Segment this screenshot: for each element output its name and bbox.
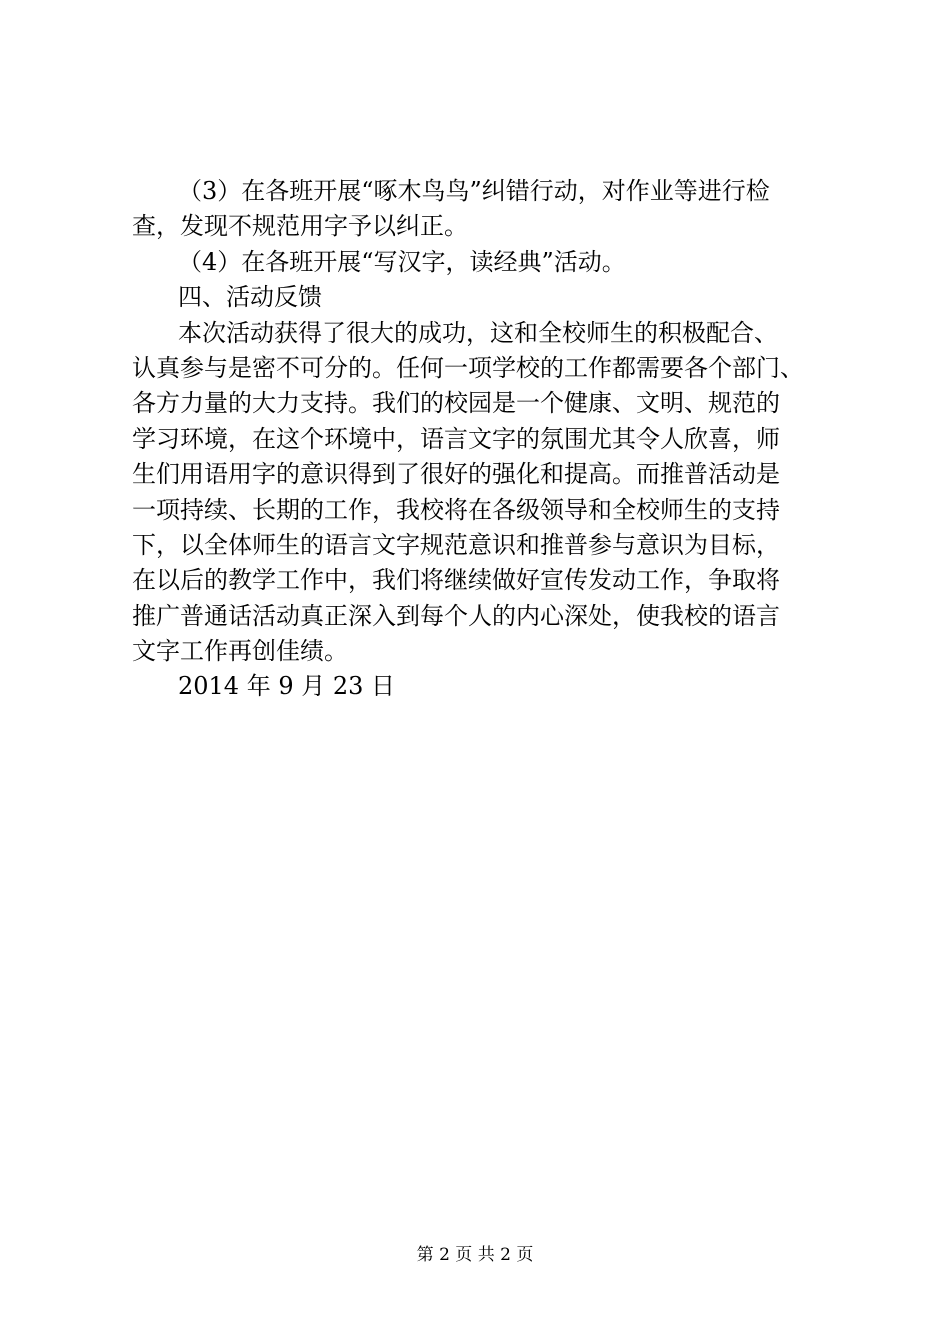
list-item-4: （4）在各班开展“写汉字，读经典”活动。 — [178, 247, 626, 276]
paragraph-line: 学习环境，在这个环境中，语言文字的氛围尤其令人欣喜，师 — [132, 424, 780, 453]
paragraph-line: 认真参与是密不可分的。任何一项学校的工作都需要各个部门、 — [132, 353, 804, 382]
list-item-3-continued: 查，发现不规范用字予以纠正。 — [132, 212, 468, 241]
paragraph-line: 一项持续、长期的工作，我校将在各级领导和全校师生的支持 — [132, 495, 780, 524]
list-item-3: （3）在各班开展“啄木鸟鸟”纠错行动，对作业等进行检 — [178, 177, 770, 205]
paragraph-line: 本次活动获得了很大的成功，这和全校师生的积极配合、 — [178, 318, 778, 347]
paragraph-line: 推广普通话活动真正深入到每个人的内心深处，使我校的语言 — [132, 601, 780, 630]
paragraph-line: 在以后的教学工作中，我们将继续做好宣传发动工作，争取将 — [132, 566, 780, 595]
document-body — [132, 174, 832, 705]
page-number-footer: 第 2 页 共 2 页 — [416, 1245, 534, 1265]
paragraph-line: 各方力量的大力支持。我们的校园是一个健康、文明、规范的 — [132, 389, 780, 418]
paragraph-line: 文字工作再创佳绩。 — [132, 637, 348, 666]
document-date: 2014 年 9 月 23 日 — [178, 672, 396, 701]
section-heading-feedback: 四、活动反馈 — [178, 283, 322, 312]
paragraph-line: 下，以全体师生的语言文字规范意识和推普参与意识为目标， — [132, 530, 780, 559]
paragraph-line: 生们用语用字的意识得到了很好的强化和提高。而推普活动是 — [132, 460, 780, 489]
